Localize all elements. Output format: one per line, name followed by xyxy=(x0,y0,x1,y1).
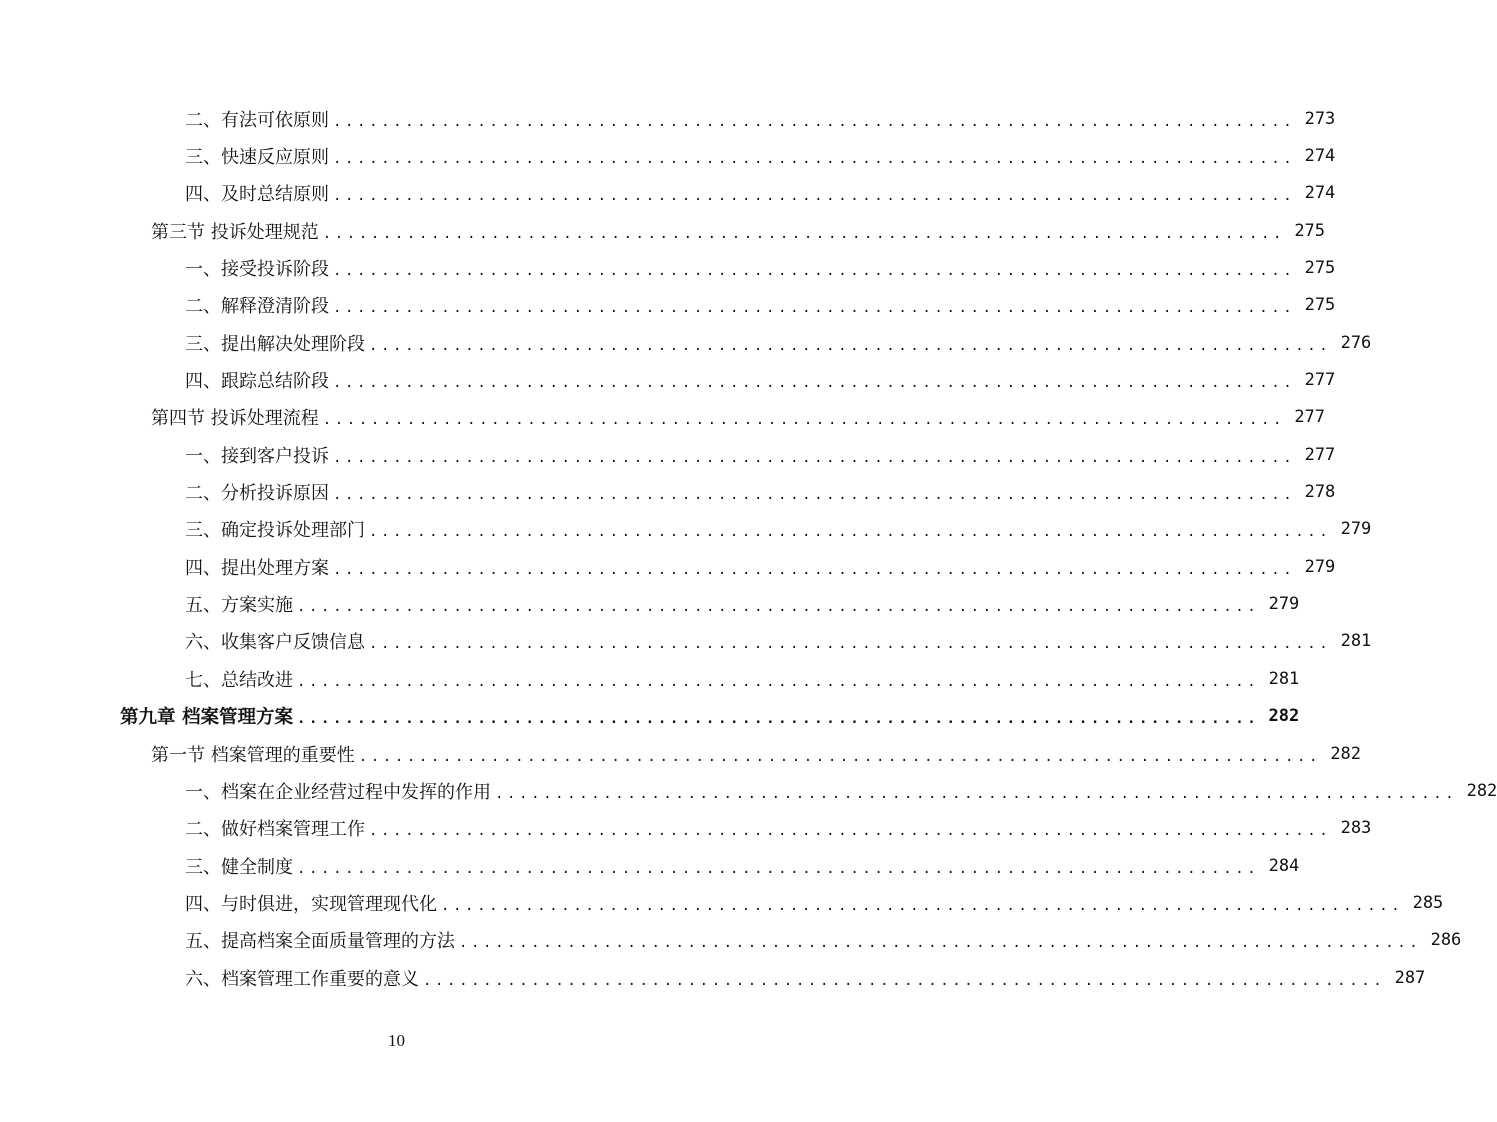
toc-entry-title: 四、跟踪总结阶段 xyxy=(185,371,329,393)
toc-entry-title: 一、接受投诉阶段 xyxy=(185,259,329,281)
toc-entry-title: 四、提出处理方案 xyxy=(185,557,329,579)
toc-entry-page-number: 276 xyxy=(1340,332,1372,353)
toc-entry-page-number: 279 xyxy=(1268,594,1300,615)
toc-entry-title: 七、总结改进 xyxy=(185,669,293,691)
dot-leader: ................................................................................ xyxy=(369,823,1332,840)
toc-entry-page-number: 277 xyxy=(1304,444,1336,465)
dot-leader: ................................................................................ xyxy=(369,337,1332,354)
dot-leader: ................................................................................ xyxy=(333,188,1296,205)
toc-entry-page-number: 279 xyxy=(1340,519,1372,540)
dot-leader: ................................................................................ xyxy=(322,412,1286,429)
toc-entry-page-number: 279 xyxy=(1304,556,1336,577)
toc-entry-title: 第一节 档案管理的重要性 xyxy=(151,744,355,766)
toc-entry-item[interactable] xyxy=(0,324,1372,361)
toc-entry-item[interactable] xyxy=(0,361,1336,398)
dot-leader: ................................................................................ xyxy=(441,897,1404,914)
toc-entry-page-number: 287 xyxy=(1394,967,1426,988)
toc-entry-item[interactable] xyxy=(0,473,1336,510)
toc-entry-page-number: 277 xyxy=(1294,407,1326,428)
toc-entry-page-number: 273 xyxy=(1304,108,1336,129)
toc-entry-title: 一、接到客户投诉 xyxy=(185,445,329,467)
toc-entry-item[interactable] xyxy=(0,249,1336,286)
toc-entry-item[interactable] xyxy=(0,100,1336,137)
toc-entry-title: 三、确定投诉处理部门 xyxy=(185,520,365,542)
dot-leader: ................................................................................ xyxy=(333,263,1296,280)
toc-entry-item[interactable] xyxy=(0,585,1300,622)
dot-leader: ................................................................................ xyxy=(333,300,1296,317)
toc-entry-title: 二、解释澄清阶段 xyxy=(185,296,329,318)
dot-leader: ................................................................................ xyxy=(297,673,1260,690)
toc-entry-item[interactable] xyxy=(0,623,1372,660)
toc-entry-item[interactable] xyxy=(0,660,1300,697)
toc-entry-page-number: 285 xyxy=(1412,892,1444,913)
toc-entry-title: 二、有法可依原则 xyxy=(185,109,329,131)
toc-entry-page-number: 275 xyxy=(1304,258,1336,279)
toc-entry-item[interactable] xyxy=(0,847,1300,884)
toc-entry-page-number: 281 xyxy=(1340,631,1372,652)
toc-entry-item[interactable] xyxy=(0,772,1497,809)
dot-leader: ................................................................................ xyxy=(333,561,1296,578)
toc-entry-item[interactable] xyxy=(0,287,1336,324)
dot-leader: ................................................................................ xyxy=(333,449,1296,466)
dot-leader: ................................................................................ xyxy=(333,375,1296,392)
toc-entry-page-number: 274 xyxy=(1304,183,1336,204)
toc-entry-item[interactable] xyxy=(0,884,1444,921)
toc-entry-section[interactable] xyxy=(0,399,1326,436)
toc-entry-title: 五、方案实施 xyxy=(185,595,293,617)
dot-leader: ................................................................................ xyxy=(333,113,1296,130)
toc-entry-page-number: 283 xyxy=(1340,818,1372,839)
page-number: 10 xyxy=(388,1031,405,1050)
toc-entry-section[interactable] xyxy=(0,212,1326,249)
toc-entry-page-number: 286 xyxy=(1430,930,1462,951)
toc-entry-page-number: 282 xyxy=(1466,780,1497,801)
toc-entry-item[interactable] xyxy=(0,548,1336,585)
toc-entry-page-number: 281 xyxy=(1268,668,1300,689)
toc-entry-page-number: 278 xyxy=(1304,482,1336,503)
toc-entry-page-number: 275 xyxy=(1304,295,1336,316)
toc-entry-page-number: 282 xyxy=(1330,743,1362,764)
toc-entry-title: 第九章 档案管理方案 xyxy=(120,707,293,729)
toc-entry-title: 四、与时俱进，实现管理现代化 xyxy=(185,893,437,915)
toc-entry-title: 五、提高档案全面质量管理的方法 xyxy=(185,931,455,953)
toc-entry-title: 六、收集客户反馈信息 xyxy=(185,632,365,654)
toc-entry-page-number: 282 xyxy=(1268,706,1300,727)
toc-entry-title: 一、档案在企业经营过程中发挥的作用 xyxy=(185,781,491,803)
dot-leader: ................................................................................ xyxy=(358,748,1322,765)
toc-entry-title: 第四节 投诉处理流程 xyxy=(151,408,319,430)
dot-leader: ................................................................................ xyxy=(296,711,1260,728)
toc-entry-section[interactable] xyxy=(0,735,1362,772)
dot-leader: ................................................................................ xyxy=(369,636,1332,653)
toc-entry-item[interactable] xyxy=(0,959,1426,996)
dot-leader: ................................................................................ xyxy=(423,972,1386,989)
toc-entry-title: 二、分析投诉原因 xyxy=(185,483,329,505)
toc-entry-title: 三、提出解决处理阶段 xyxy=(185,333,365,355)
table-of-contents xyxy=(0,100,1497,996)
toc-entry-title: 四、及时总结原则 xyxy=(185,184,329,206)
toc-entry-item[interactable] xyxy=(0,436,1336,473)
dot-leader: ................................................................................ xyxy=(297,599,1260,616)
dot-leader: ................................................................................ xyxy=(459,935,1422,952)
dot-leader: ................................................................................ xyxy=(369,524,1332,541)
dot-leader: ................................................................................ xyxy=(333,487,1296,504)
toc-entry-page-number: 275 xyxy=(1294,220,1326,241)
toc-entry-chapter[interactable] xyxy=(0,698,1300,735)
toc-entry-title: 三、健全制度 xyxy=(185,856,293,878)
toc-entry-title: 三、快速反应原则 xyxy=(185,147,329,169)
toc-entry-title: 第三节 投诉处理规范 xyxy=(151,221,319,243)
toc-entry-item[interactable] xyxy=(0,511,1372,548)
toc-entry-page-number: 284 xyxy=(1268,855,1300,876)
toc-entry-title: 二、做好档案管理工作 xyxy=(185,819,365,841)
toc-entry-item[interactable] xyxy=(0,175,1336,212)
dot-leader: ................................................................................ xyxy=(322,225,1286,242)
dot-leader: ................................................................................ xyxy=(297,860,1260,877)
toc-entry-title: 六、档案管理工作重要的意义 xyxy=(185,968,419,990)
toc-entry-item[interactable] xyxy=(0,810,1372,847)
toc-entry-page-number: 277 xyxy=(1304,370,1336,391)
toc-entry-page-number: 274 xyxy=(1304,146,1336,167)
dot-leader: ................................................................................ xyxy=(495,785,1458,802)
dot-leader: ................................................................................ xyxy=(333,151,1296,168)
toc-entry-item[interactable] xyxy=(0,137,1336,174)
toc-entry-item[interactable] xyxy=(0,922,1462,959)
